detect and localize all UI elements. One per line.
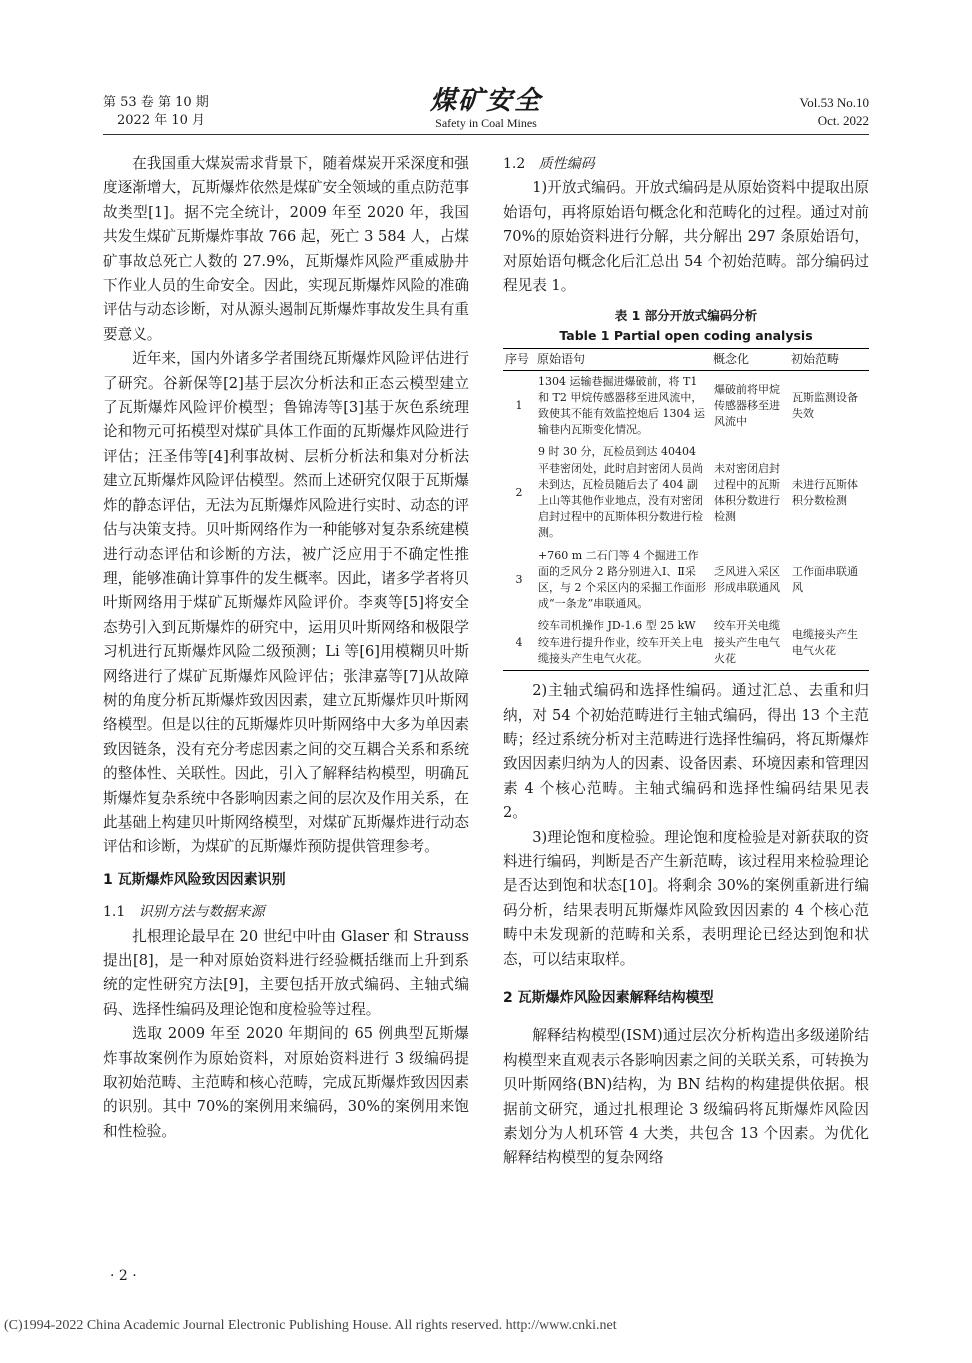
journal-title-en: Safety in Coal Mines bbox=[435, 116, 537, 130]
initial-category: 电缆接头产生电气火花 bbox=[789, 615, 869, 670]
subsection-heading bbox=[103, 900, 469, 924]
table-caption-en: Table 1 Partial open coding analysis bbox=[559, 328, 813, 344]
open-coding-table bbox=[503, 348, 869, 671]
table-row bbox=[503, 545, 869, 616]
copyright-notice: (C)1994-2022 China Academic Journal Electronic Publishing House. All rights reserved. http://www.cnki.net bbox=[4, 1318, 617, 1333]
column-header: 初始范畴 bbox=[789, 349, 869, 370]
volume-en: Vol.53 No.10 bbox=[799, 95, 869, 110]
row-number: 1 bbox=[515, 398, 523, 412]
original-statement: +760 m 二石门等 4 个掘进工作面的乏风分 2 路分别进入Ⅰ、Ⅱ采区，与 2 个采区内的采掘工作面形成“一条龙”串联通风。 bbox=[538, 548, 706, 611]
concept: 绞车开关电缆接头产生电气火花 bbox=[711, 615, 789, 670]
initial-category: 瓦斯监测设备失效 bbox=[792, 390, 858, 421]
paragraph: 解释结构模型(ISM)通过层次分析构造出多级递阶结构模型来直观表示各影响因素之间的关联关系，可转换为贝叶斯网络(BN)结构，为 BN 结构的构建提供依据。根据前文研究，通过扎根理论 3 级编码将瓦斯爆炸风险因素划分为人机环管 4 大类，共包含 13 个因素。为优化解释结构模型的复杂网络 bbox=[503, 1027, 869, 1167]
table-row bbox=[503, 441, 869, 544]
row-number: 3 bbox=[515, 572, 523, 586]
paragraph: 选取 2009 年至 2020 年期间的 65 例典型瓦斯爆炸事故案例作为原始资料，对原始资料进行 3 级编码提取初始范畴、主范畴和核心范畴，完成瓦斯爆炸致因因素的识别。其中 70%的案例用来编码，30%的案例用来饱和性检验。 bbox=[103, 1025, 469, 1140]
row-number: 4 bbox=[503, 615, 535, 670]
original-statement: 绞车司机操作 JD-1.6 型 25 kW 绞车进行提升作业，绞车开关上电缆接头产生电气火花。 bbox=[535, 615, 711, 670]
journal-masthead bbox=[386, 86, 586, 130]
original-statement: 1304 运输巷掘进爆破前，将 T1 和 T2 甲烷传感器移至进风流中，致使其不能有效监控炮后 1304 运输巷内瓦斯变化情况。 bbox=[538, 374, 705, 437]
subsection-number: 1.1 bbox=[103, 904, 126, 921]
right-column bbox=[503, 152, 869, 1171]
row-number: 2 bbox=[515, 485, 523, 499]
section-heading: 2 瓦斯爆炸风险因素解释结构模型 bbox=[503, 989, 714, 1006]
header-rule bbox=[103, 134, 869, 135]
header-left bbox=[103, 94, 209, 130]
original-statement: 9 时 30 分，瓦检员到达 40404 平巷密闭处，此时启封密闭人员尚未到达，瓦检员随后去了 404 副上山等其他作业地点，没有对密闭启封过程中的瓦斯体积分数进行检测。 bbox=[538, 445, 703, 540]
date-cn: 2022 年 10 月 bbox=[117, 113, 206, 128]
paragraph: 1)开放式编码。开放式编码是从原始资料中提取出原始语句，再将原始语句概念化和范畴化的过程。通过对前 70%的原始资料进行分解，共分解出 297 条原始语句，对原始语句概念化后汇总出 54 个初始范畴。部分编码过程见表 1。 bbox=[503, 179, 869, 295]
initial-category: 工作面串联通风 bbox=[792, 564, 858, 595]
subsection-heading bbox=[503, 152, 869, 176]
subsection-title: 识别方法与数据来源 bbox=[138, 904, 265, 921]
concept: 爆破前将甲烷传感器移至进风流中 bbox=[714, 382, 780, 429]
header-right bbox=[800, 94, 869, 130]
initial-category: 未进行瓦斯体积分数检测 bbox=[792, 477, 858, 508]
volume-cn: 第 53 卷 第 10 期 bbox=[103, 95, 209, 110]
column-header: 原始语句 bbox=[535, 349, 711, 370]
left-column bbox=[103, 152, 469, 1144]
paragraph: 近年来，国内外诸多学者围绕瓦斯爆炸风险评估进行了研究。谷新保等[2]基于层次分析法和正态云模型建立了瓦斯爆炸风险评价模型；鲁锦涛等[3]基于灰色系统理论和物元可拓模型对煤矿具体工作面的瓦斯爆炸风险进行评估；汪圣伟等[4]利事故树、层析分析法和集对分析法建立瓦斯爆炸风险评估模型。然而上述研究仅限于瓦斯爆炸的静态评估，无法为瓦斯爆炸风险进行实时、动态的评估与决策支持。贝叶斯网络作为一种能够对复杂系统建模进行动态评估和诊断的方法，被广泛应用于不确定性推理，能够准确计算事件的发生概率。因此，诸多学者将贝叶斯网络用于煤矿瓦斯爆炸风险评价。李爽等[5]将安全态势引入到瓦斯爆炸的研究中，运用贝叶斯网络和极限学习机进行瓦斯爆炸风险二级预测；Li 等[6]用模糊贝叶斯网络进行了煤矿瓦斯爆炸风险评估；张津嘉等[7]从故障树的角度分析瓦斯爆炸致因因素，建立瓦斯爆炸贝叶斯网络模型。但是以往的瓦斯爆炸贝叶斯网络中大多为单因素致因链条，没有充分考虑因素之间的交互耦合关系和系统的整体性、关联性。因此，引入了解释结构模型，明确瓦斯爆炸复杂系统中各影响因素之间的层次及作用关系，在此基础上构建贝叶斯网络模型，对煤矿瓦斯爆炸进行动态评估和诊断，为煤矿的瓦斯爆炸预防提供管理参考。 bbox=[103, 350, 469, 856]
paragraph: 扎根理论最早在 20 世纪中叶由 Glaser 和 Strauss 提出[8]，是一种对原始资料进行经验概括继而上升到系统的定性研究方法[9]，主要包括开放式编码、主轴式编码、选择性编码及理论饱和度检验等过程。 bbox=[103, 927, 469, 1018]
subsection-title: 质性编码 bbox=[538, 156, 595, 172]
column-header: 概念化 bbox=[711, 349, 789, 370]
subsection-number: 1.2 bbox=[503, 156, 526, 172]
section-heading: 1 瓦斯爆炸风险致因因素识别 bbox=[103, 871, 286, 888]
column-header: 序号 bbox=[503, 349, 535, 370]
table-caption-cn: 表 1 部分开放式编码分析 bbox=[614, 308, 758, 324]
page-number: · 2 · bbox=[110, 1268, 137, 1284]
concept: 未对密闭启封过程中的瓦斯体积分数进行检测 bbox=[714, 461, 780, 524]
table-header-row bbox=[503, 349, 869, 370]
concept: 乏风进入采区形成串联通风 bbox=[714, 564, 780, 595]
paragraph: 3)理论饱和度检验。理论饱和度检验是对新获取的资料进行编码，判断是否产生新范畴，该过程用来检验理论是否达到饱和状态[10]。将剩余 30%的案例重新进行编码分析，结果表明瓦斯爆炸风险致因因素的 4 个核心范畴中未发现新的范畴和关系，表明理论已经达到饱和状态，可以结束取样。 bbox=[503, 828, 869, 968]
date-en: Oct. 2022 bbox=[817, 113, 869, 128]
table-row bbox=[503, 370, 869, 441]
paragraph: 2)主轴式编码和选择性编码。通过汇总、去重和归纳，对 54 个初始范畴进行主轴式编码，得出 13 个主范畴；经过系统分析对主范畴进行选择性编码，将瓦斯爆炸致因因素归纳为人的因素、设备因素、环境因素和管理因素 4 个核心范畴。主轴式编码和选择性编码结果见表 2。 bbox=[503, 682, 869, 822]
table-row bbox=[503, 615, 869, 670]
paragraph: 在我国重大煤炭需求背景下，随着煤炭开采深度和强度逐渐增大，瓦斯爆炸依然是煤矿安全领域的重点防范事故类型[1]。据不完全统计，2009 年至 2020 年，我国共发生煤矿瓦斯爆炸事故 766 起，死亡 3 584 人，占煤矿事故总死亡人数的 27.9%，瓦斯爆炸风险严重威胁井下作业人员的生命安全。因此，实现瓦斯爆炸风险的准确评估与动态诊断，对从源头遏制瓦斯爆炸事故发生具有重要意义。 bbox=[103, 155, 469, 343]
journal-title-cn: 煤矿安全 bbox=[429, 86, 542, 116]
